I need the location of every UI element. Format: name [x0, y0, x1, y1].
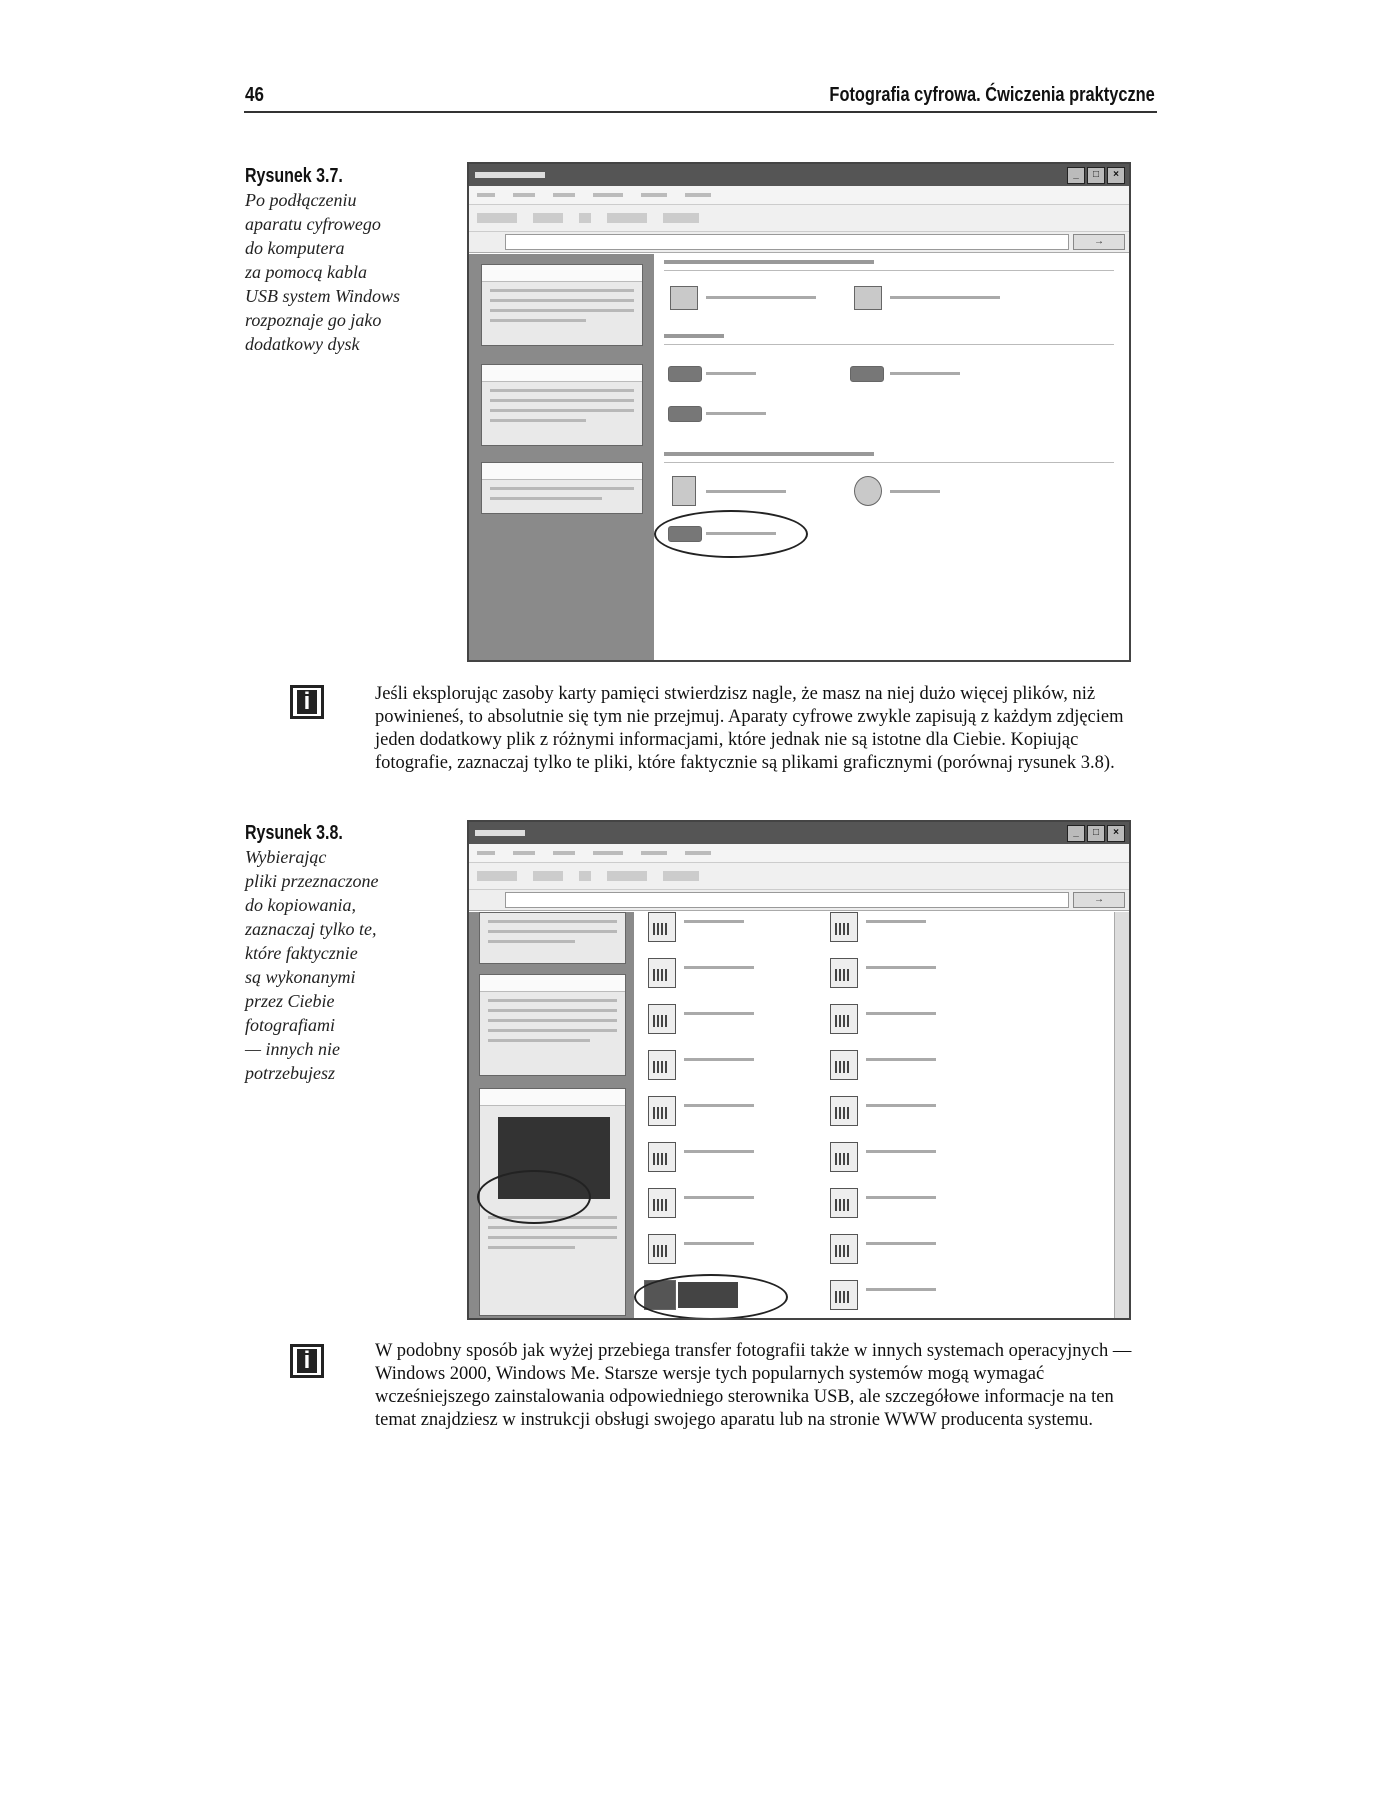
toolbar	[469, 863, 1129, 890]
header-rule	[244, 111, 1157, 113]
minimize-icon[interactable]: _	[1067, 167, 1085, 184]
file-icon[interactable]	[830, 912, 858, 942]
maximize-icon[interactable]: □	[1087, 167, 1105, 184]
menu-bar	[469, 844, 1129, 863]
hard-drive-icon[interactable]	[668, 366, 702, 382]
toolbar	[469, 205, 1129, 232]
hard-drive-icon[interactable]	[850, 366, 884, 382]
running-title: Fotografia cyfrowa. Ćwiczenia praktyczne	[829, 84, 1155, 106]
window-titlebar	[469, 822, 1129, 844]
close-icon[interactable]: ×	[1107, 167, 1125, 184]
maximize-icon[interactable]: □	[1087, 825, 1105, 842]
figure-label: Rysunek 3.7.	[245, 165, 343, 187]
figure-3-8-screenshot	[467, 820, 1131, 1320]
file-icon[interactable]	[648, 958, 676, 988]
highlight-oval	[654, 510, 808, 558]
task-box	[481, 462, 643, 514]
file-icon[interactable]	[648, 1004, 676, 1034]
task-box	[479, 974, 626, 1076]
file-icon[interactable]	[648, 1050, 676, 1080]
address-input[interactable]	[505, 234, 1069, 250]
figure-caption-3-8	[245, 822, 430, 1085]
file-icon[interactable]	[830, 1234, 858, 1264]
floppy-drive-icon[interactable]	[672, 476, 696, 506]
figure-caption-text: Wybierając pliki przeznaczone do kopiowania, zaznaczaj tylko te, które faktycznie są wykonanymi przez Ciebie fotografiami — innych nie potrzebujesz	[245, 847, 379, 1083]
highlight-oval	[634, 1274, 788, 1320]
page-number: 46	[245, 84, 264, 106]
file-icon[interactable]	[830, 1004, 858, 1034]
file-icon[interactable]	[830, 1050, 858, 1080]
folder-icon[interactable]	[854, 286, 882, 310]
hard-drive-icon[interactable]	[668, 406, 702, 422]
info-icon: i	[290, 685, 324, 719]
go-button[interactable]: →	[1073, 892, 1125, 908]
go-button[interactable]: →	[1073, 234, 1125, 250]
file-icon[interactable]	[830, 1280, 858, 1310]
task-box	[481, 264, 643, 346]
file-icon[interactable]	[648, 1188, 676, 1218]
task-box	[479, 912, 626, 964]
address-bar	[469, 890, 1129, 911]
task-pane	[469, 254, 654, 660]
file-icon[interactable]	[648, 1096, 676, 1126]
cd-drive-icon[interactable]	[854, 476, 882, 506]
address-input[interactable]	[505, 892, 1069, 908]
content-pane	[654, 254, 1129, 660]
file-icon[interactable]	[648, 912, 676, 942]
address-bar	[469, 232, 1129, 253]
file-icon[interactable]	[830, 1096, 858, 1126]
file-list	[634, 912, 1129, 1318]
note-paragraph: W podobny sposób jak wyżej przebiega transfer fotografii także w innych systemach operacyjnych — Windows 2000, Windows Me. Starsze wersje tych popularnych systemów mogą wymagać wcześniejszego zainstalowania odpowiedniego sterownika USB, ale szczegółowe informacje na ten temat znajdziesz w instrukcji obsługi swojego aparatu lub na stronie WWW producenta systemu.	[375, 1341, 1132, 1430]
figure-caption-3-7	[245, 165, 430, 356]
minimize-icon[interactable]: _	[1067, 825, 1085, 842]
figure-label: Rysunek 3.8.	[245, 822, 343, 844]
file-icon[interactable]	[648, 1234, 676, 1264]
task-pane	[469, 912, 634, 1318]
menu-bar	[469, 186, 1129, 205]
figure-3-7-screenshot	[467, 162, 1131, 662]
folder-icon[interactable]	[670, 286, 698, 310]
info-icon: i	[290, 1344, 324, 1378]
figure-caption-text: Po podłączeniu aparatu cyfrowego do komputera za pomocą kabla USB system Windows rozpoznaje go jako dodatkowy dysk	[245, 190, 400, 354]
task-box	[481, 364, 643, 446]
window-titlebar	[469, 164, 1129, 186]
note-paragraph: Jeśli eksplorując zasoby karty pamięci stwierdzisz nagle, że masz na niej dużo więcej plików, niż powinieneś, to absolutnie się tym nie przejmuj. Aparaty cyfrowe zwykle zapisują z każdym zdjęciem jeden dodatkowy plik z różnymi informacjami, które jednak nie są istotne dla Ciebie. Kopiując fotografie, zaznaczaj tylko te pliki, które faktycznie są plikami graficznymi (porównaj rysunek 3.8).	[375, 684, 1124, 773]
highlight-oval	[477, 1170, 591, 1224]
file-icon[interactable]	[830, 1188, 858, 1218]
scrollbar[interactable]	[1114, 912, 1129, 1318]
close-icon[interactable]: ×	[1107, 825, 1125, 842]
file-icon[interactable]	[830, 958, 858, 988]
file-icon[interactable]	[648, 1142, 676, 1172]
file-icon[interactable]	[830, 1142, 858, 1172]
